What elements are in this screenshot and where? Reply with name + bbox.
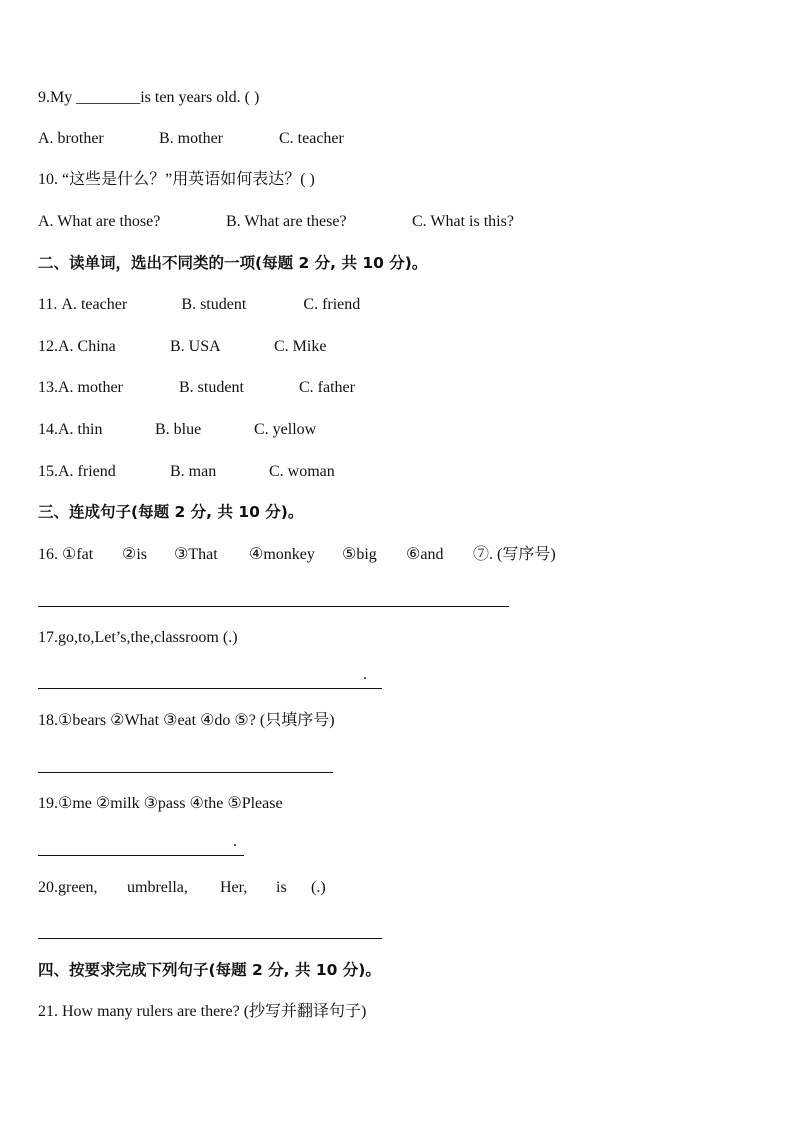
- word: green,: [58, 879, 98, 896]
- question-number: 12.: [38, 338, 58, 355]
- option-c: C. friend: [303, 296, 361, 313]
- question-number: 20.: [38, 879, 58, 896]
- question-18-stem: 18.①bears ②What ③eat ④do ⑤? (只填序号): [38, 712, 335, 729]
- section-3-heading: 三、连成句子(每题 2 分, 共 10 分)。: [38, 503, 304, 521]
- option-a: A. mother: [58, 379, 123, 396]
- question-13: [38, 378, 355, 398]
- question-12: [38, 337, 326, 357]
- word: is: [276, 879, 287, 896]
- answer-line-20[interactable]: [38, 918, 382, 939]
- answer-line-18[interactable]: [38, 752, 333, 773]
- option-c: C. father: [299, 379, 355, 396]
- option-c: C. Mike: [274, 338, 327, 355]
- option-a: A. teacher: [61, 296, 128, 313]
- option-c: C. woman: [269, 463, 335, 480]
- question-number: 15.: [38, 463, 58, 480]
- answer-line-16[interactable]: [38, 586, 509, 607]
- answer-line-17[interactable]: [38, 668, 382, 689]
- question-number: 13.: [38, 379, 58, 396]
- sentence-end-period: .: [363, 666, 367, 683]
- option-b: B. man: [170, 463, 217, 480]
- word: ③That: [174, 546, 218, 563]
- option-b: B. USA: [170, 338, 221, 355]
- word: ⑦. (写序号): [473, 546, 556, 563]
- question-number: 14.: [38, 421, 58, 438]
- word: ①fat: [62, 546, 94, 563]
- question-9-stem: 9.My ________is ten years old. ( ): [38, 89, 260, 106]
- option-a: A. China: [58, 338, 116, 355]
- sentence-end-period: .: [233, 833, 237, 850]
- question-17-stem: 17.go,to,Let’s,the,classroom (.): [38, 629, 238, 646]
- question-19-stem: 19.①me ②milk ③pass ④the ⑤Please: [38, 795, 283, 812]
- question-10-options: [38, 212, 514, 232]
- question-20: [38, 878, 326, 898]
- word: ⑥and: [406, 546, 444, 563]
- option-c: C. What is this?: [412, 213, 514, 230]
- option-b: B. student: [181, 296, 247, 313]
- question-9-options: [38, 129, 344, 149]
- question-21-stem: 21. How many rulers are there? (抄写并翻译句子): [38, 1003, 367, 1020]
- section-2-heading: 二、读单词，选出不同类的一项(每题 2 分, 共 10 分)。: [38, 254, 428, 272]
- word: (.): [311, 879, 326, 896]
- word: ④monkey: [249, 546, 315, 563]
- word: ⑤big: [342, 546, 377, 563]
- question-11: [38, 295, 360, 315]
- option-a: A. thin: [58, 421, 103, 438]
- option-c: C. yellow: [254, 421, 317, 438]
- option-a: A. What are those?: [38, 213, 161, 230]
- question-15: [38, 462, 335, 482]
- question-14: [38, 420, 316, 440]
- word: umbrella,: [127, 879, 188, 896]
- question-16: [38, 545, 556, 565]
- option-b: B. student: [179, 379, 244, 396]
- question-number: 16.: [38, 546, 62, 563]
- section-4-heading: 四、按要求完成下列句子(每题 2 分, 共 10 分)。: [38, 961, 381, 979]
- option-a: A. brother: [38, 130, 104, 147]
- question-10-stem: 10. “这些是什么？”用英语如何表达？( ): [38, 171, 315, 188]
- word: ②is: [122, 546, 148, 563]
- question-number: 11.: [38, 296, 62, 313]
- option-c: C. teacher: [279, 130, 344, 147]
- option-b: B. mother: [159, 130, 223, 147]
- option-b: B. blue: [155, 421, 202, 438]
- option-a: A. friend: [58, 463, 116, 480]
- answer-line-19[interactable]: [38, 835, 244, 856]
- word: Her,: [220, 879, 248, 896]
- option-b: B. What are these?: [226, 213, 347, 230]
